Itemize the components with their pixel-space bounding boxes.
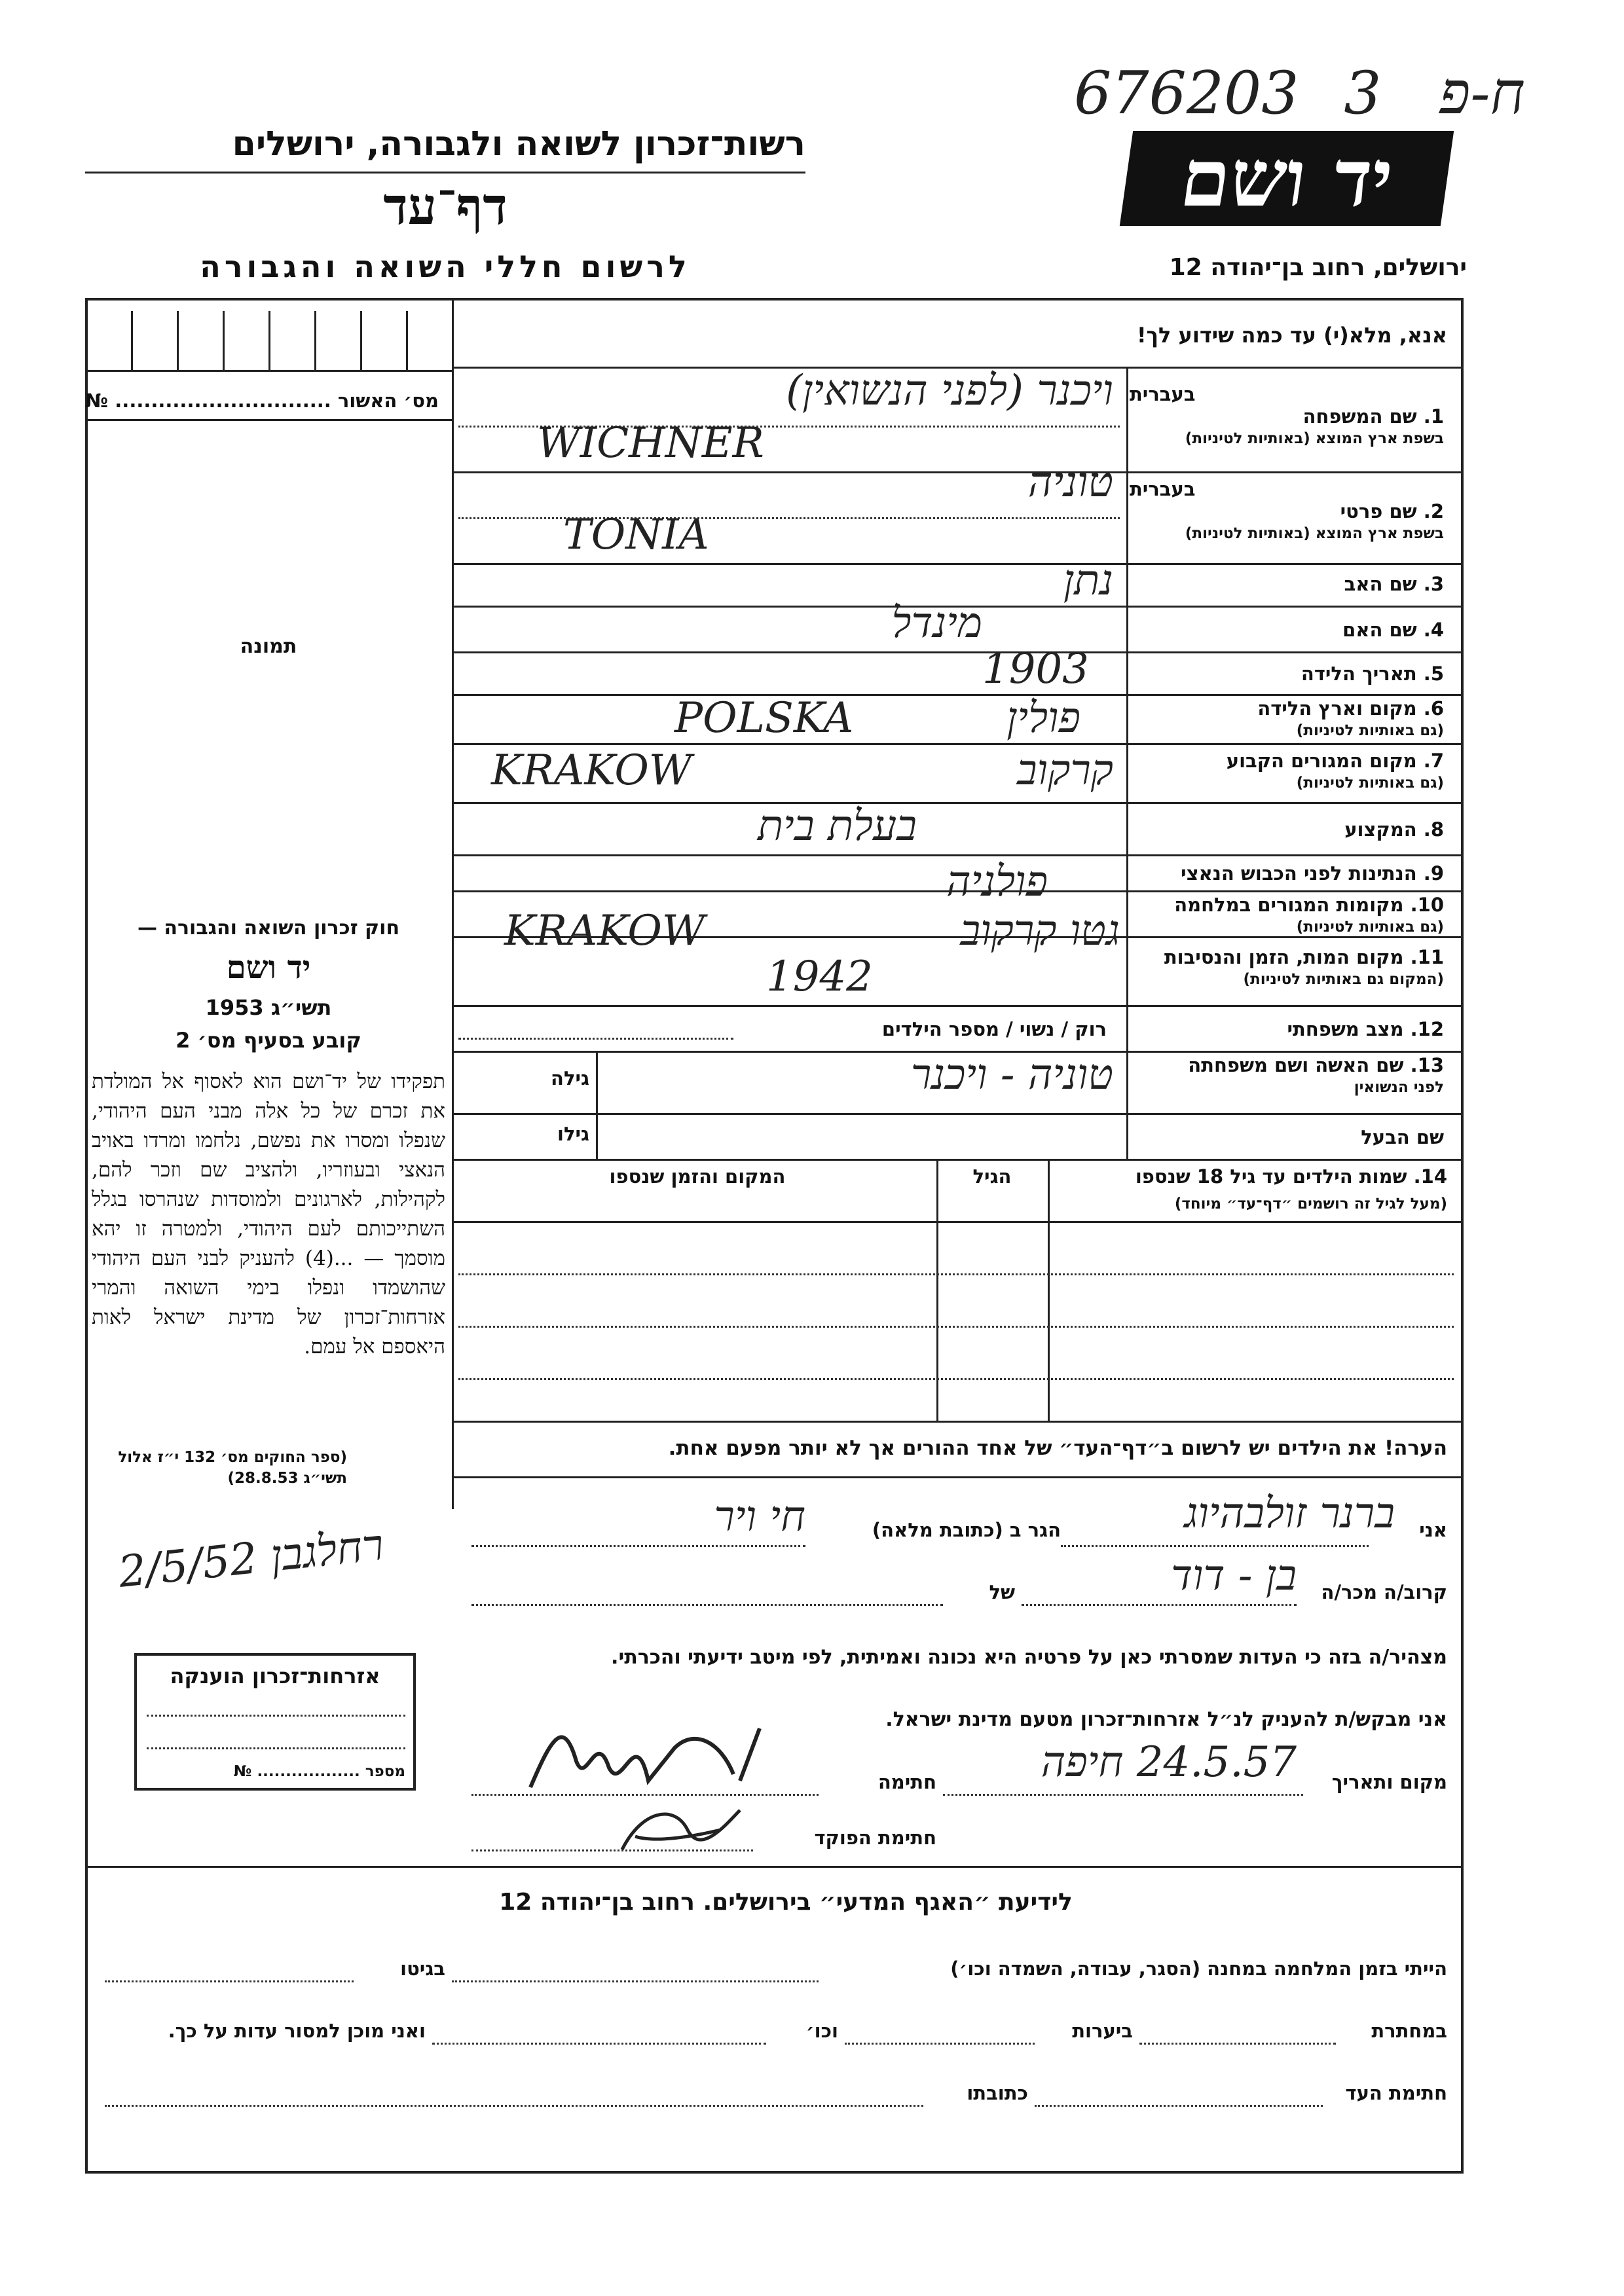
- husband-label: שם הבעל: [1361, 1126, 1444, 1148]
- form-subtitle: לרשום חללי השואה והגבורה: [200, 249, 691, 284]
- officer-signature: [616, 1797, 747, 1863]
- field-2-lang-tag: בעברית: [1130, 478, 1196, 500]
- field-1-latin-value: WICHNER: [537, 419, 764, 467]
- dotted-line: [458, 1326, 1454, 1328]
- field-4-value: מינדל: [891, 599, 982, 647]
- note-underline: [452, 1476, 1464, 1478]
- row-line: [452, 1159, 1464, 1161]
- photo-label: תמונה: [240, 635, 297, 658]
- logo-text: יד ושם: [1175, 132, 1399, 225]
- field-2-label: בעברית 2. שם פרטי בשפת ארץ המוצא (באותיות לטיניות): [1130, 478, 1444, 545]
- field-13-label: 13. שם האשה ושם משפחתה לפני הנשואין: [1130, 1054, 1444, 1099]
- field-6-value: פולין: [1006, 694, 1080, 742]
- form-title: דף־עד: [383, 177, 507, 236]
- law-year: תשי״ג 1953: [205, 995, 332, 1020]
- dotted-line: [943, 1794, 1303, 1796]
- footer-line1-b: בגיטו: [400, 1958, 445, 1980]
- wife-age-label: גילה: [551, 1067, 589, 1089]
- relation-value: בן - דוד: [1171, 1552, 1297, 1600]
- citizenship-number: מספר .................. №: [233, 1763, 405, 1780]
- field-2-hebrew-value: טוניה: [1027, 458, 1113, 507]
- footer-line2-a: במחתרת: [1371, 2020, 1447, 2042]
- yad-vashem-logo: [1120, 131, 1454, 226]
- field-1-hebrew-value: ויכנר (לפני הנשואין): [786, 367, 1113, 415]
- law-text: תפקידו של יד־ושם הוא לאסוף אל המולדת את זכרם של כל אלה מבני העם היהודי, שנפלו ומסרו את נפשם, נלחמו ומרדו באויב הנאצי ובעוזריו, ולהציב שם וזכר להם, לקהילות, לארגונים ולמוסדות שנהרסו בגלל השתייכותם לעם היהודי, ולמטרה זו יהא מוסמך — ...(4) להעניק לבני העם היהודי שהושמדו ונפלו בימי השואה והמרי אזרחות־זכרון של מדינת ישראל לאות היאספם אל עמם.: [92, 1070, 445, 1358]
- signature-label: חתימה: [877, 1771, 936, 1793]
- field-6-label: 6. מקום וארץ הלידה (גם באותיות לטיניות): [1130, 697, 1444, 742]
- field-2-note: בשפת ארץ המוצא (באותיות לטיניות): [1185, 525, 1444, 542]
- declarant-signature: [524, 1702, 799, 1800]
- row-line: [452, 651, 1464, 653]
- officer-label: חתימת הפוקד: [814, 1827, 936, 1849]
- request: אני מבקש/ת להעניק לנ״ל אזרחות־זכרון מטעם מדינת ישראל.: [885, 1708, 1447, 1731]
- box-divider: [223, 311, 225, 370]
- field-8-value: בעלת בית: [757, 802, 917, 850]
- field-9-value: פולניה: [946, 858, 1048, 906]
- address-value: חי ויר: [714, 1493, 805, 1541]
- authority-line: רשות־זכרון לשואה ולגבורה, ירושלים: [232, 124, 805, 164]
- citizenship-box: [134, 1653, 416, 1791]
- field-6-latin-value: POLSKA: [674, 694, 854, 742]
- field-13-note: לפני הנשואין: [1354, 1079, 1444, 1096]
- field-1-note: בשפת ארץ המוצא (באותיות לטיניות): [1185, 430, 1444, 447]
- approval-underline: [85, 419, 452, 421]
- dotted-line: [471, 1545, 805, 1547]
- dotted-line: [845, 2043, 1035, 2045]
- field-13-value: טוניה - ויכנר: [910, 1051, 1113, 1099]
- place-date-label: מקום ותאריך: [1331, 1771, 1447, 1793]
- row-line: [452, 1005, 1464, 1007]
- field-6-note: (גם באותיות לטיניות): [1296, 722, 1444, 739]
- dotted-line: [432, 2043, 766, 2045]
- box-divider: [314, 311, 316, 370]
- children-col-age: הגיל: [972, 1165, 1012, 1188]
- note-line: הערה! את הילדים יש לרשום ב״דף־העד״ של אחד ההורים אך לא יותר מפעם אחת.: [668, 1436, 1447, 1460]
- field-5-label: 5. תאריך הלידה: [1301, 663, 1444, 685]
- instruction: אנא, מלא(י) עד כמה שידוע לך!: [1136, 323, 1447, 348]
- children-note: (מעל לגיל זה רושמים ״דף־עד״ מיוחד): [1174, 1195, 1447, 1212]
- dotted-line: [1022, 1604, 1297, 1606]
- dotted-line: [105, 2105, 923, 2107]
- law-ref: (ספר החוקים מס׳ 132 י״ז אלול תשי״ג 28.8.53): [118, 1449, 347, 1487]
- row-line: [452, 743, 1464, 745]
- footer-line2-d: ואני מוכן למסור עדות על כך.: [168, 2020, 426, 2042]
- children-col-place: המקום והזמן שנספו: [609, 1165, 786, 1188]
- field-9-label: 9. הנתינות לפני הכבוש הנאצי: [1181, 862, 1444, 884]
- dotted-line: [105, 1980, 354, 1982]
- row-line: [452, 802, 1464, 804]
- field-11-value: 1942: [766, 953, 873, 1001]
- field-2-label-text: שם פרטי: [1340, 500, 1417, 522]
- field-10-latin-value: KRAKOW: [504, 907, 705, 955]
- children-label: 14. שמות הילדים עד גיל 18 שנספו: [1135, 1165, 1447, 1188]
- box-divider: [268, 311, 270, 370]
- authority-underline: [85, 172, 805, 173]
- dotted-line: [1139, 2043, 1336, 2045]
- footer-line2-b: ביערות: [1072, 2020, 1133, 2042]
- stamp-code-text: ח-פ: [1439, 59, 1525, 128]
- children-col-divider: [936, 1159, 938, 1421]
- law-title: חוק זכרון השואה והגבורה —: [137, 917, 400, 939]
- boxes-bottom: [85, 370, 452, 372]
- dotted-line: [452, 1980, 819, 1982]
- dotted-line: [1035, 2105, 1323, 2107]
- field-3-value: נתן: [1063, 556, 1113, 605]
- field-8-label: 8. המקצוע: [1344, 818, 1444, 841]
- box-divider: [177, 311, 179, 370]
- field-7-value: קרקוב: [1016, 746, 1113, 795]
- footer-line1-a: הייתי בזמן המלחמה במחנה (הסגר, עבודה, השמדה וכו׳): [950, 1958, 1447, 1980]
- sidebar-divider: [452, 298, 454, 1509]
- field-3-label: 3. שם האב: [1344, 573, 1444, 595]
- approval-label: מס׳ האשור .............................. №: [85, 390, 439, 412]
- field-10-value: גטו קרקוב: [960, 907, 1120, 955]
- declaration: מצהיר/ה בזה כי העדות שמסרתי כאן על פרטיה היא נכונה ואמיתית, לפי מיטב ידיעתי והכרתי.: [611, 1646, 1447, 1669]
- box-divider: [131, 311, 133, 370]
- citizenship-title: אזרחות־זכרון הוענקה: [170, 1664, 380, 1688]
- law-name: יד ושם: [226, 949, 311, 986]
- stamp-suffix-text: 3: [1344, 59, 1382, 128]
- field-2-latin-value: TONIA: [563, 511, 709, 559]
- footer-title: לידיעת ״האגף המדעי״ בירושלים. רחוב בן־יהודה 12: [499, 1889, 1073, 1916]
- field-5-value: 1903: [982, 645, 1089, 693]
- relative-label: קרוב/ה מכר/ה: [1321, 1581, 1447, 1603]
- children-bottom-line: [452, 1421, 1464, 1423]
- dotted-line: [458, 1038, 733, 1040]
- field-12-label: 12. מצב משפחתי: [1287, 1018, 1444, 1040]
- label-divider: [1126, 367, 1128, 1159]
- field-1-label: בעברית 1. שם המשפחה בשפת ארץ המוצא (באותיות לטיניות): [1130, 383, 1444, 450]
- dotted-line: [147, 1715, 405, 1717]
- dotted-line: [147, 1747, 405, 1749]
- law-clause: קובע בסעיף מס׳ 2: [175, 1028, 361, 1053]
- field-7-latin-value: KRAKOW: [491, 746, 692, 795]
- field-11-note: (המקום גם באותיות לטיניות): [1243, 971, 1444, 988]
- dotted-line: [458, 517, 1120, 519]
- field-10-note: (גם באותיות לטיניות): [1296, 919, 1444, 936]
- field-7-label: 7. מקום המגורים הקבוע (גם באותיות לטיניות): [1130, 750, 1444, 794]
- field-11-label: 11. מקום המות, הזמן והנסיבות (המקום גם באותיות לטיניות): [1130, 946, 1444, 991]
- resides-label: הגר ב (כתובת מלאה): [872, 1519, 1061, 1541]
- dotted-line: [471, 1604, 943, 1606]
- declarant-name: ברנר זולבהיוג: [1184, 1489, 1395, 1538]
- footer-top-line: [85, 1866, 1464, 1868]
- margin-note: 2/5/52 רחלגבן: [116, 1519, 386, 1597]
- dotted-line: [1061, 1545, 1369, 1547]
- field-4-label: 4. שם האם: [1342, 619, 1444, 641]
- footer-line2-c: וכו׳: [805, 2020, 838, 2042]
- stamp-number: [1074, 59, 1525, 128]
- field-1-lang-tag: בעברית: [1130, 383, 1196, 405]
- address: ירושלים, רחוב בן־יהודה 12: [1169, 254, 1467, 281]
- dotted-line: [458, 1378, 1454, 1380]
- dotted-line: [458, 1273, 1454, 1275]
- children-col-divider: [1048, 1159, 1050, 1421]
- field-10-label: 10. מקומות המגורים במלחמה (גם באותיות לטיניות): [1130, 894, 1444, 938]
- of-label: של: [989, 1581, 1015, 1603]
- ani-label: אני: [1419, 1519, 1447, 1541]
- field-7-note: (גם באותיות לטיניות): [1296, 774, 1444, 792]
- row-line: [452, 854, 1464, 856]
- stamp-number-text: 676203: [1074, 59, 1299, 128]
- age-divider: [596, 1051, 598, 1159]
- footer-line3-a: חתימת העד: [1345, 2082, 1447, 2104]
- box-divider: [360, 311, 362, 370]
- field-1-label-text: שם המשפחה: [1302, 405, 1417, 428]
- marital-options: רוק / נשוי / מספר הילדים: [881, 1018, 1107, 1040]
- row-line: [452, 1113, 1464, 1115]
- place-date-value: 24.5.57 חיפה: [1041, 1738, 1297, 1787]
- husband-age-label: גילו: [557, 1123, 589, 1145]
- footer-line3-b: כתובתו: [967, 2082, 1028, 2104]
- box-divider: [406, 311, 408, 370]
- children-header-line: [452, 1221, 1464, 1223]
